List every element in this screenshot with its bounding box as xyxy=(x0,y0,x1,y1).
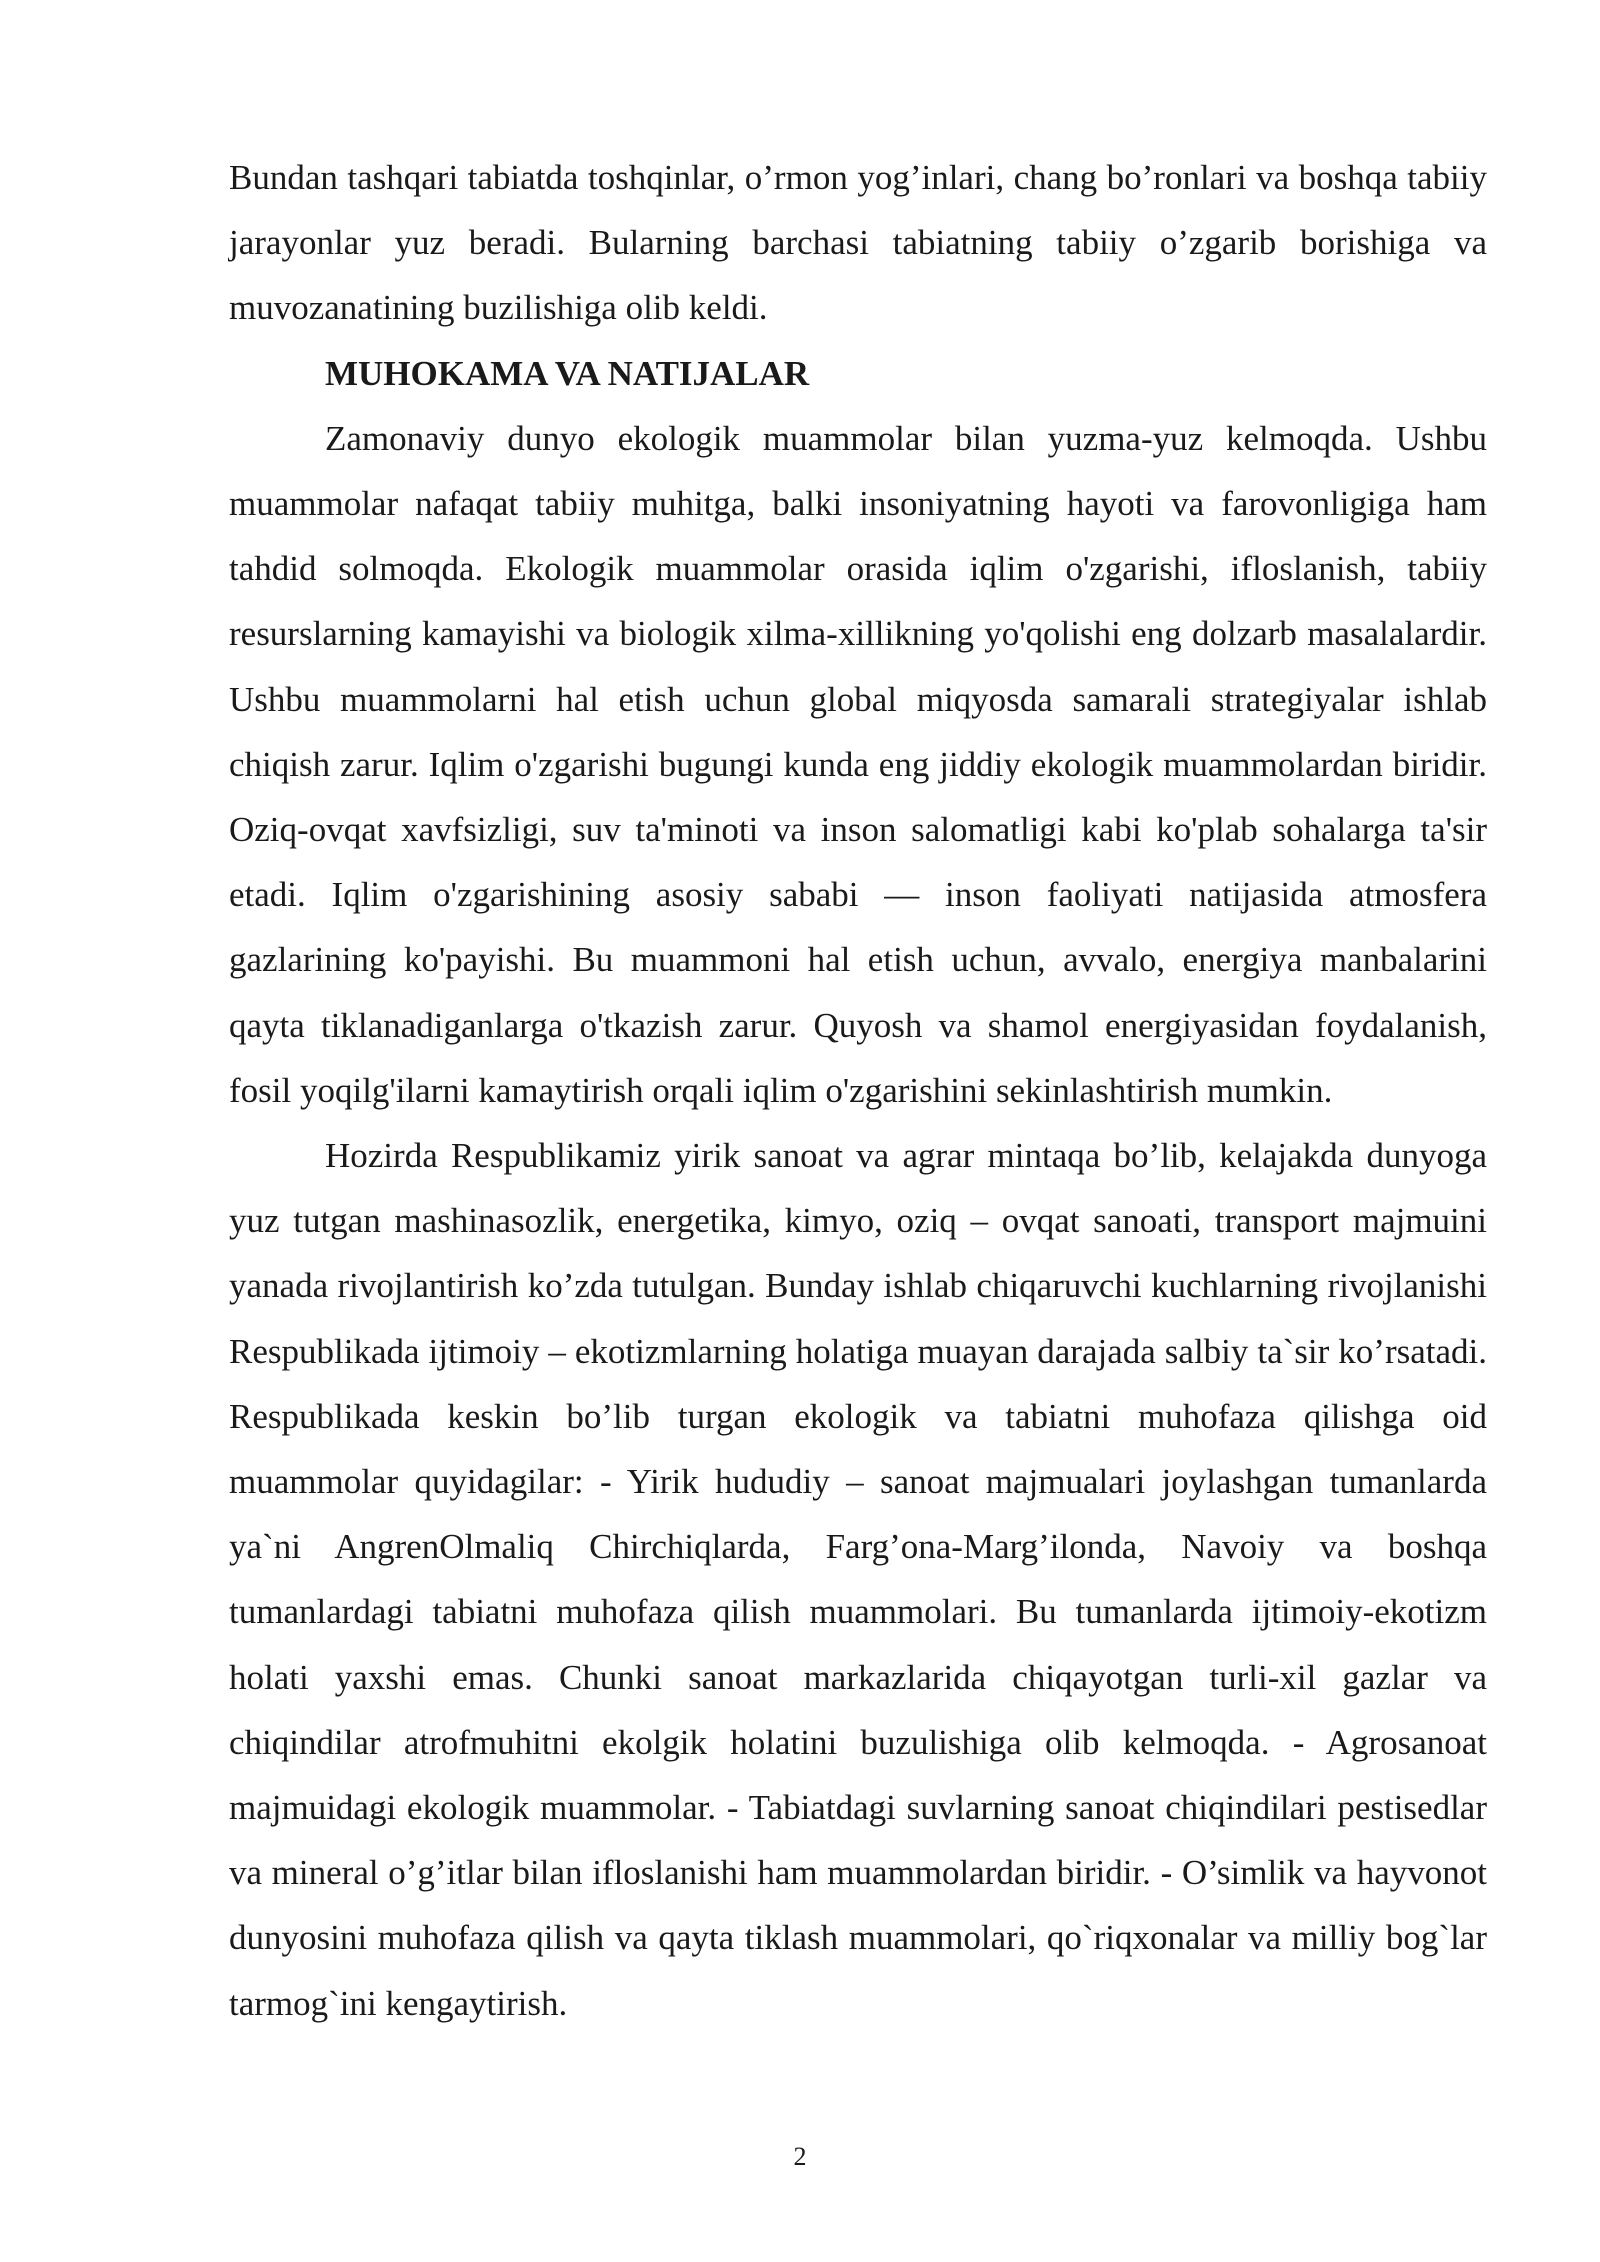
paragraph-intro: Bundan tashqari tabiatda toshqinlar, o’rmon yog’inlari, chang bo’ronlari va boshqa tabiiy jarayonlar yuz beradi. Bularning barchasi tabiatning tabiiy o’zgarib borishiga va muvozanatining buzilishiga olib keldi. xyxy=(229,158,1487,328)
section-heading: MUHOKAMA VA NATIJALAR xyxy=(325,353,810,393)
page-number: 2 xyxy=(793,2142,807,2171)
document-page xyxy=(229,145,1487,2036)
paragraph-discussion: Zamonaviy dunyo ekologik muammolar bilan yuzma-yuz kelmoqda. Ushbu muammolar nafaqat tabiiy muhitga, balki insoniyatning hayoti va farovonligiga ham tahdid solmoqda. Ekologik muammolar orasida iqlim o'zgarishi, ifloslanish, tabiiy resurslarning kamayishi va biologik xilma-xillikning yo'qolishi eng dolzarb masalalardir. Ushbu muammolarni hal etish uchun global miqyosda samarali strategiyalar ishlab chiqish zarur. Iqlim o'zgarishi bugungi kunda eng jiddiy ekologik muammolardan biridir. Oziq-ovqat xavfsizligi, suv ta'minoti va inson salomatligi kabi ko'plab sohalarga ta'sir etadi. Iqlim o'zgarishining asosiy sababi — inson faoliyati natijasida atmosfera gazlarining ko'payishi. Bu muammoni hal etish uchun, avvalo, energiya manbalarini qayta tiklanadiganlarga o'tkazish zarur. Quyosh va shamol energiyasidan foydalanish, fosil yoqilg'ilarni kamaytirish orqali iqlim o'zgarishini sekinlashtirish mumkin. xyxy=(229,418,1487,1110)
paragraph-republic: Hozirda Respublikamiz yirik sanoat va agrar mintaqa bo’lib, kelajakda dunyoga yuz tutgan mashinasozlik, energetika, kimyo, oziq – ovqat sanoati, transport majmuini yanada rivojlantirish ko’zda tutulgan. Bunday ishlab chiqaruvchi kuchlarning rivojlanishi Respublikada ijtimoiy – ekotizmlarning holatiga muayan darajada salbiy ta`sir ko’rsatadi. Respublikada keskin bo’lib turgan ekologik va tabiatni muhofaza qilishga oid muammolar quyidagilar: - Yirik hududiy – sanoat majmualari joylashgan tumanlarda ya`ni AngrenOlmaliq Chirchiqlarda, Farg’ona-Marg’ilonda, Navoiy va boshqa tumanlardagi tabiatni muhofaza qilish muammolari. Bu tumanlarda ijtimoiy-ekotizm holati yaxshi emas. Chunki sanoat markazlarida chiqayotgan turli-xil gazlar va chiqindilar atrofmuhitni ekolgik holatini buzulishiga olib kelmoqda. - Agrosanoat majmuidagi ekologik muammolar. - Tabiatdagi suvlarning sanoat chiqindilari pestisedlar va mineral o’g’itlar bilan ifloslanishi ham muammolardan biridir. - O’simlik va hayvonot dunyosini muhofaza qilish va qayta tiklash muammolari, qo`riqxonalar va milliy bog`lar tarmog`ini kengaytirish. xyxy=(229,1136,1487,2023)
